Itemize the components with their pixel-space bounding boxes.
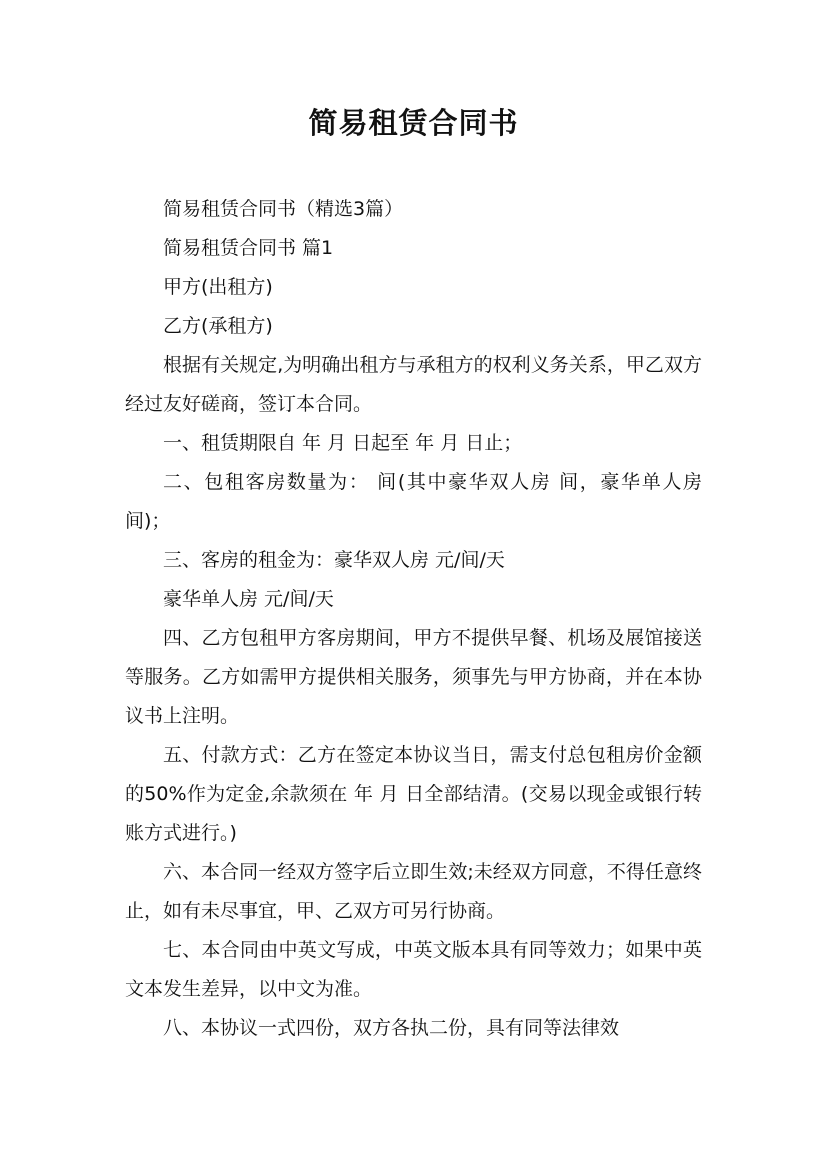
paragraph-subtitle: 简易租赁合同书（精选3篇） xyxy=(163,198,404,220)
paragraph-clause-7: 七、本合同由中英文写成，中英文版本具有同等效力；如果中英文本发生差异，以中文为准。 xyxy=(125,939,702,1000)
document-body xyxy=(125,190,702,1048)
paragraph-section-heading: 简易租赁合同书 篇1 xyxy=(163,237,334,259)
paragraph-clause-8: 八、本协议一式四份，双方各执二份，具有同等法律效 xyxy=(163,1017,620,1039)
paragraph-party-b: 乙方(承租方) xyxy=(163,315,273,337)
paragraph-preamble: 根据有关规定,为明确出租方与承租方的权利义务关系，甲乙双方经过友好磋商，签订本合同。 xyxy=(125,354,702,415)
paragraph-clause-6: 六、本合同一经双方签字后立即生效;未经双方同意，不得任意终止，如有未尽事宜，甲、乙双方可另行协商。 xyxy=(125,861,702,922)
paragraph-party-a: 甲方(出租方) xyxy=(163,276,273,298)
paragraph-clause-3: 三、客房的租金为：豪华双人房 元/间/天 xyxy=(163,549,505,571)
paragraph-clause-2: 二、包租客房数量为： 间(其中豪华双人房 间，豪华单人房 间)； xyxy=(125,471,702,532)
paragraph-clause-3-continued: 豪华单人房 元/间/天 xyxy=(163,588,334,610)
paragraph-clause-1: 一、租赁期限自 年 月 日起至 年 月 日止； xyxy=(163,432,523,454)
paragraph-clause-4: 四、乙方包租甲方客房期间，甲方不提供早餐、机场及展馆接送等服务。乙方如需甲方提供相关服务，须事先与甲方协商，并在本协议书上注明。 xyxy=(125,627,702,727)
document-title: 简易租赁合同书 xyxy=(308,106,519,140)
paragraph-clause-5: 五、付款方式：乙方在签定本协议当日，需支付总包租房价金额的50%作为定金,余款须在 年 月 日全部结清。(交易以现金或银行转账方式进行。) xyxy=(125,744,702,844)
